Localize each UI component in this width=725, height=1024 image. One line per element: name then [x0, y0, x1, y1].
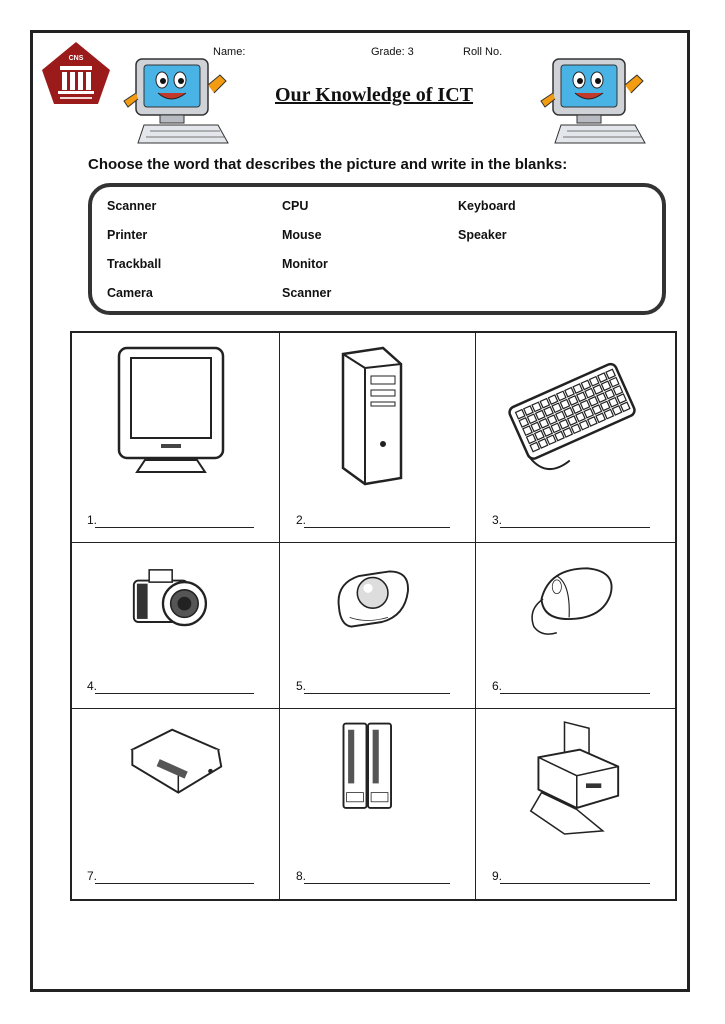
picture-cell [280, 709, 476, 899]
instructions: Choose the word that describes the picture and write in the blanks: [88, 156, 568, 173]
svg-text:CNS: CNS [68, 55, 84, 62]
word-bank-item: CPU [282, 199, 309, 213]
answer-blank[interactable] [500, 883, 650, 884]
picture-cell [476, 332, 676, 543]
computer-mascot-right-icon [537, 55, 649, 147]
picture-cell [71, 332, 280, 543]
answer-blank[interactable] [304, 883, 450, 884]
worksheet-title: Our Knowledge of ICT [275, 84, 473, 106]
word-bank-item: Scanner [282, 286, 332, 300]
item-number: 4. [87, 679, 98, 693]
monitor-picture [111, 344, 241, 484]
computer-mascot-left-icon [120, 55, 232, 147]
item-number: 5. [296, 679, 307, 693]
cpu-tower-picture [313, 344, 443, 484]
keyboard-picture [511, 344, 641, 484]
word-bank-item: Mouse [282, 228, 322, 242]
picture-cell [280, 332, 476, 543]
trackball-picture [313, 553, 443, 668]
school-logo [40, 40, 112, 106]
word-bank-item: Printer [107, 228, 148, 242]
word-bank-item: Camera [107, 286, 153, 300]
speakers-picture [313, 719, 443, 834]
answer-blank[interactable] [95, 693, 254, 694]
answer-blank[interactable] [95, 527, 254, 528]
picture-cell [71, 709, 280, 899]
word-bank-item: Monitor [282, 257, 328, 271]
item-number: 9. [492, 869, 503, 883]
camera-picture [111, 553, 241, 668]
word-bank [88, 183, 666, 315]
answer-blank[interactable] [95, 883, 254, 884]
name-label: Name: [213, 46, 246, 58]
grade-label: Grade: 3 [371, 46, 414, 58]
item-number: 8. [296, 869, 307, 883]
item-number: 3. [492, 513, 503, 527]
answer-blank[interactable] [500, 527, 650, 528]
picture-cell [71, 543, 280, 709]
scanner-picture [111, 719, 241, 834]
item-number: 2. [296, 513, 307, 527]
answer-blank[interactable] [500, 693, 650, 694]
picture-cell [476, 543, 676, 709]
word-bank-item: Trackball [107, 257, 162, 271]
mouse-picture [511, 553, 641, 668]
item-number: 7. [87, 869, 98, 883]
roll-number-label: Roll No. [463, 46, 503, 58]
word-bank-item: Speaker [458, 228, 507, 242]
item-number: 1. [87, 513, 98, 527]
item-number: 6. [492, 679, 503, 693]
answer-blank[interactable] [304, 527, 450, 528]
picture-cell [280, 543, 476, 709]
word-bank-item: Keyboard [458, 199, 516, 213]
printer-picture [511, 719, 641, 834]
picture-cell [476, 709, 676, 899]
answer-blank[interactable] [304, 693, 450, 694]
word-bank-item: Scanner [107, 199, 157, 213]
